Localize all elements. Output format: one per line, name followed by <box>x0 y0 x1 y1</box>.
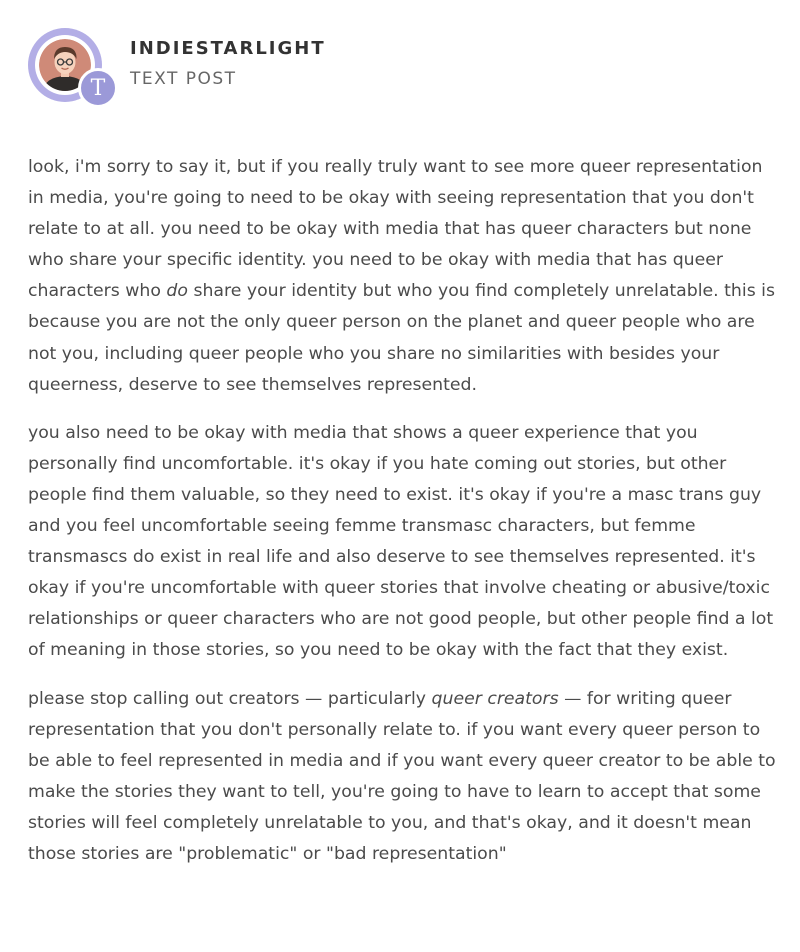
paragraph-1-emphasis: do <box>166 281 188 302</box>
paragraph-1-text-a: look, i'm sorry to say it, but if you really truly want to see more queer representation in media, you're going to need to be okay with seeing representation that you don't relate to at all. you need to be okay with media that has queer characters but none who share your specific identity. you need to be okay with media that has queer characters who <box>28 157 763 302</box>
paragraph-1 <box>28 152 780 401</box>
post-body <box>28 152 780 887</box>
paragraph-3 <box>28 684 780 871</box>
username[interactable]: INDIESTARLIGHT <box>130 38 326 59</box>
post-header <box>28 28 326 104</box>
paragraph-3-text-b: — for writing queer representation that you don't personally relate to. if you want every queer person to be able to feel represented in media and if you want every queer creator to be able to make the stories they want to tell, you're going to have to learn to accept that some stories will feel completely unrelatable to you, and that's okay, and it doesn't mean those stories are "problematic" or "bad representation" <box>28 688 776 864</box>
paragraph-3-emphasis: queer creators <box>431 688 559 709</box>
post-meta <box>130 38 326 89</box>
paragraph-2: you also need to be okay with media that shows a queer experience that you personally find uncomfortable. it's okay if you hate coming out stories, but other people find them valuable, so they need to exist. it's okay if you're a masc trans guy and you feel uncomfortable seeing femme transmasc characters, but femme transmascs do exist in real life and also deserve to see themselves represented. it's okay if you're uncomfortable with queer stories that involve cheating or abusive/toxic relationships or queer characters who are not good people, but other people find a lot of meaning in those stories, so you need to be okay with the fact that they exist. <box>28 422 774 661</box>
paragraph-3-text-a: please stop calling out creators — particularly <box>28 688 432 709</box>
paragraph-1-text-b: share your identity but who you find completely unrelatable. this is because you are not the only queer person on the planet and queer people who are not you, including queer people who you share no similarities with besides your queerness, deserve to see themselves represented. <box>28 281 775 395</box>
avatar[interactable] <box>28 28 104 104</box>
text-post-badge-icon: T <box>78 68 118 108</box>
post-type-label: TEXT POST <box>130 69 237 89</box>
